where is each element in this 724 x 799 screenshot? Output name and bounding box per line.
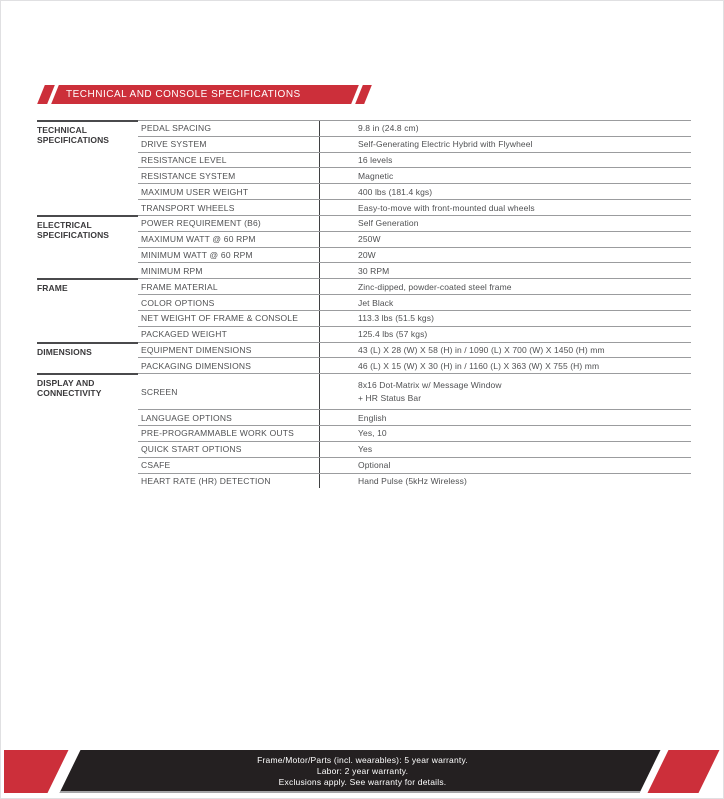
spec-value: Yes	[319, 442, 691, 457]
spec-name: QUICK START OPTIONS	[141, 444, 242, 455]
spec-row	[138, 167, 691, 183]
spec-value: 16 levels	[319, 153, 691, 168]
spec-name: PACKAGING DIMENSIONS	[141, 360, 252, 371]
spec-value: Yes, 10	[319, 426, 691, 441]
warranty-line-2: Labor: 2 year warranty.	[316, 766, 409, 776]
spec-row	[138, 473, 691, 489]
spec-row	[138, 425, 691, 441]
spec-value: 400 lbs (181.4 kgs)	[319, 184, 691, 199]
section-dimensions	[37, 342, 691, 374]
section-rows	[138, 120, 691, 215]
spec-name: COLOR OPTIONS	[141, 297, 215, 308]
spec-value: Easy-to-move with front-mounted dual wheels	[319, 200, 691, 215]
spec-value: Self Generation	[319, 216, 691, 231]
footer-warranty-band	[4, 750, 721, 793]
spec-name: EQUIPMENT DIMENSIONS	[141, 345, 252, 355]
spec-value: 125.4 lbs (57 kgs)	[319, 327, 691, 342]
spec-value: 9.8 in (24.8 cm)	[319, 121, 691, 136]
section-label: ELECTRICAL SPECIFICATIONS	[37, 215, 138, 278]
section-label: DISPLAY AND CONNECTIVITY	[37, 373, 138, 488]
spec-name: MAXIMUM USER WEIGHT	[141, 186, 249, 197]
spec-name: TRANSPORT WHEELS	[141, 202, 235, 213]
section-frame	[37, 278, 691, 341]
spec-value	[319, 374, 691, 409]
spec-value: Magnetic	[319, 168, 691, 183]
spec-name: DRIVE SYSTEM	[141, 139, 207, 150]
spec-row	[138, 120, 691, 136]
spec-name: MINIMUM RPM	[141, 265, 203, 276]
spec-row	[138, 183, 691, 199]
spec-name: CSAFE	[141, 460, 171, 471]
section-label: TECHNICAL SPECIFICATIONS	[37, 120, 138, 215]
spec-name: PEDAL SPACING	[141, 123, 212, 134]
spec-value: 30 RPM	[319, 263, 691, 278]
spec-name: POWER REQUIREMENT (B6)	[141, 218, 261, 229]
banner-body	[51, 85, 359, 104]
spec-row	[138, 357, 691, 373]
spec-name: SCREEN	[141, 386, 178, 397]
spec-name: HEART RATE (HR) DETECTION	[141, 475, 271, 486]
spec-row	[138, 409, 691, 425]
spec-value: 43 (L) X 28 (W) X 58 (H) in / 1090 (L) X 700 (W) X 1450 (H) mm	[319, 343, 691, 358]
section-label: DIMENSIONS	[37, 342, 138, 374]
spec-row	[138, 326, 691, 342]
section-banner	[41, 85, 368, 104]
spec-row	[138, 294, 691, 310]
spec-name: NET WEIGHT OF FRAME & CONSOLE	[141, 313, 299, 324]
spec-value: 20W	[319, 248, 691, 263]
spec-row	[138, 215, 691, 231]
section-rows	[138, 215, 691, 278]
spec-value: 46 (L) X 15 (W) X 30 (H) in / 1160 (L) X 363 (W) X 755 (H) mm	[319, 358, 691, 373]
page-title: TECHNICAL AND CONSOLE SPECIFICATIONS	[66, 89, 301, 100]
spec-row	[138, 231, 691, 247]
spec-row	[138, 136, 691, 152]
spec-name: FRAME MATERIAL	[141, 281, 218, 292]
section-electrical-specifications	[37, 215, 691, 278]
spec-value: Jet Black	[319, 295, 691, 310]
spec-value: Hand Pulse (5kHz Wireless)	[319, 474, 691, 489]
spec-row	[138, 247, 691, 263]
specifications-table	[37, 120, 691, 488]
spec-name: PACKAGED WEIGHT	[141, 329, 227, 340]
section-technical-specifications	[37, 120, 691, 215]
spec-name: MINIMUM WATT @ 60 RPM	[141, 250, 253, 261]
section-rows	[138, 278, 691, 341]
footer-warranty-text	[4, 750, 721, 793]
spec-value: English	[319, 410, 691, 425]
spec-value-line-2: + HR Status Bar	[358, 393, 422, 404]
spec-row	[138, 199, 691, 215]
spec-row	[138, 342, 691, 358]
spec-name: PRE-PROGRAMMABLE WORK OUTS	[141, 428, 295, 439]
spec-row	[138, 373, 691, 409]
spec-row	[138, 262, 691, 278]
spec-value: Self-Generating Electric Hybrid with Flywheel	[319, 137, 691, 152]
spec-value: 250W	[319, 232, 691, 247]
spec-row	[138, 310, 691, 326]
spec-value-line-1: 8x16 Dot-Matrix w/ Message Window	[358, 380, 502, 391]
section-label: FRAME	[37, 278, 138, 341]
spec-row	[138, 457, 691, 473]
spec-value: Optional	[319, 458, 691, 473]
spec-name: LANGUAGE OPTIONS	[141, 412, 233, 423]
section-display-and-connectivity	[37, 373, 691, 488]
section-rows	[138, 342, 691, 374]
spec-name: RESISTANCE LEVEL	[141, 155, 227, 166]
warranty-line-3: Exclusions apply. See warranty for details.	[278, 777, 447, 787]
warranty-line-1: Frame/Motor/Parts (incl. wearables): 5 year warranty.	[257, 755, 468, 765]
spec-value: Zinc-dipped, powder-coated steel frame	[319, 279, 691, 294]
spec-row	[138, 278, 691, 294]
spec-row	[138, 441, 691, 457]
spec-name: MAXIMUM WATT @ 60 RPM	[141, 234, 256, 245]
spec-name: RESISTANCE SYSTEM	[141, 170, 236, 181]
spec-row	[138, 152, 691, 168]
section-rows	[138, 373, 691, 488]
spec-value: 113.3 lbs (51.5 kgs)	[319, 311, 691, 326]
